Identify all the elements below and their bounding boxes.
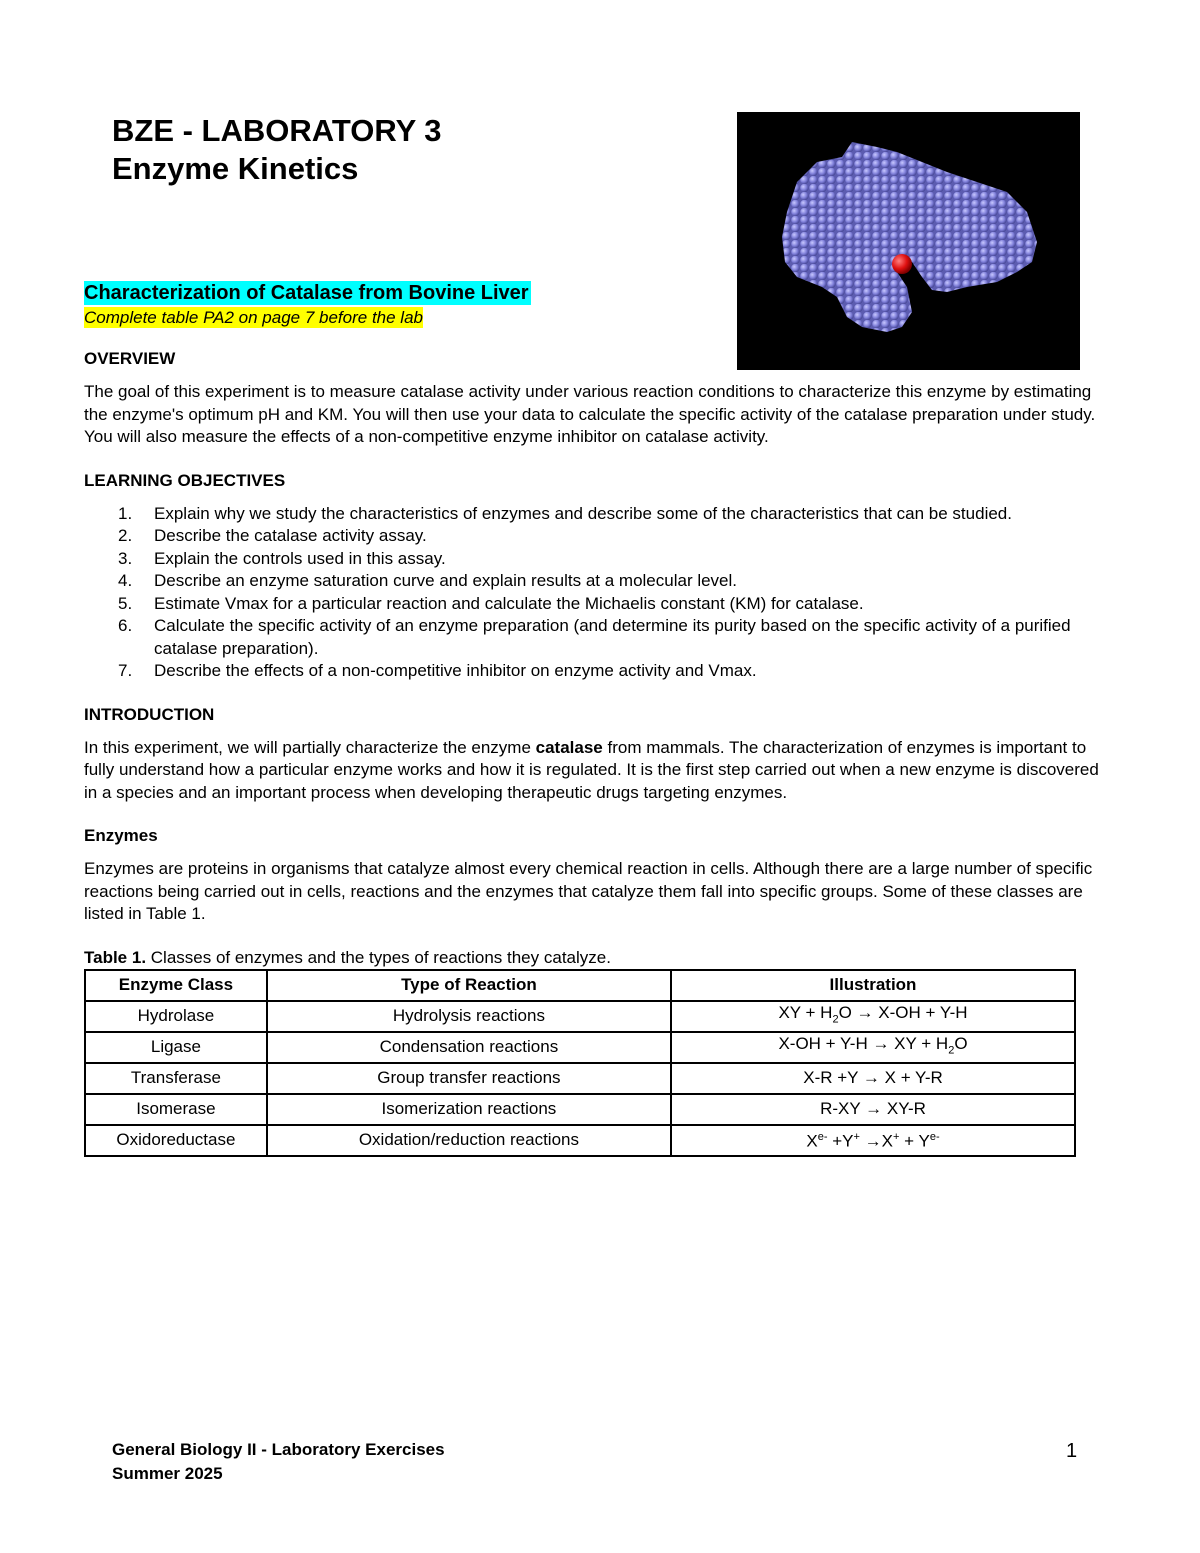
header-type-of-reaction: Type of Reaction [267, 970, 671, 1001]
overview-heading: OVERVIEW [84, 349, 176, 368]
objective-item: 6. Calculate the specific activity of an enzyme preparation (and determine its purity based on the specific activity of a purified catalase preparation). [118, 616, 1071, 658]
table-row: Hydrolase Hydrolysis reactions XY + $H_2O \to X-OH + Y-H$ [85, 1001, 1075, 1032]
page-footer [112, 1438, 445, 1486]
objective-item: 3. Explain the controls used in this assay. [118, 548, 446, 568]
table-row: Isomerase Isomerization reactions R-XY → XY-R [85, 1094, 1075, 1125]
objective-item: 1. Explain why we study the characteristics of enzymes and describe some of the characteristics that can be studied. [118, 503, 1012, 523]
objective-item: 2. Describe the catalase activity assay. [118, 526, 427, 545]
footer-term: Summer 2025 [112, 1464, 223, 1483]
heme-group [892, 254, 912, 274]
enzyme-classes-table [84, 969, 1076, 1157]
page-number: 1 [1066, 1440, 1078, 1462]
header-illustration: Illustration [671, 970, 1075, 1001]
introduction-text: In this experiment, we will partially characterize the enzyme catalase from mammals. The characterization of enzymes is important to fully understand how a particular enzyme works and how it is regulated. It is the first step carried out when a new enzyme is discovered in a species and an important process when developing therapeutic drugs targeting enzymes. [84, 737, 1099, 802]
objective-item: 4. Describe an enzyme saturation curve and explain results at a molecular level. [118, 571, 738, 590]
table-row: Ligase Condensation reactions X-OH + Y-H → XY + $H_2O$ [85, 1032, 1075, 1063]
table-row: Oxidoreductase Oxidation/reduction reactions $X^{e-} +Y^+ \to X^+ + Y^{e-}$ [85, 1125, 1075, 1156]
catalase-protein-image [737, 112, 1080, 370]
prelab-note: Complete table PA2 on page 7 before the lab [84, 308, 423, 327]
footer-course: General Biology II - Laboratory Exercises [112, 1440, 445, 1459]
objective-item: 7. Describe the effects of a non-competitive inhibitor on enzyme activity and Vmax. [118, 661, 757, 680]
enzymes-text: Enzymes are proteins in organisms that catalyze almost every chemical reaction in cells. Although there are a large number of specific reactions being carried out in cells, reactions and the enzymes that catalyze them fall into specific groups. Some of these classes are listed in Table 1. [84, 859, 1093, 923]
table-caption: Table 1. Classes of enzymes and the types of reactions they catalyze. [84, 947, 611, 967]
introduction-heading: INTRODUCTION [84, 704, 215, 724]
table-header-row [85, 970, 1075, 1001]
document-title [112, 112, 442, 188]
section-title: Characterization of Catalase from Bovine Liver [84, 282, 529, 304]
objectives-heading: LEARNING OBJECTIVES [84, 470, 286, 490]
title-line-2: Enzyme Kinetics [112, 151, 359, 186]
objectives-list [84, 503, 1114, 683]
overview-text: The goal of this experiment is to measure catalase activity under various reaction conditions to characterize this enzyme by estimating the enzyme's optimum pH and KM. You will then use your data to calculate the specific activity of the catalase preparation under study. You will also measure the effects of a non-competitive enzyme inhibitor on catalase activity. [84, 382, 1096, 446]
objective-item: 5. Estimate Vmax for a particular reaction and calculate the Michaelis constant (KM) for catalase. [118, 593, 864, 613]
document-body [84, 348, 1114, 1157]
title-line-1: BZE - LABORATORY 3 [112, 113, 442, 148]
table-row: Transferase Group transfer reactions X-R +Y → X + Y-R [85, 1063, 1075, 1094]
protein-space-filling-model [737, 112, 1080, 370]
header-enzyme-class: Enzyme Class [85, 970, 267, 1001]
enzymes-heading: Enzymes [84, 826, 158, 845]
